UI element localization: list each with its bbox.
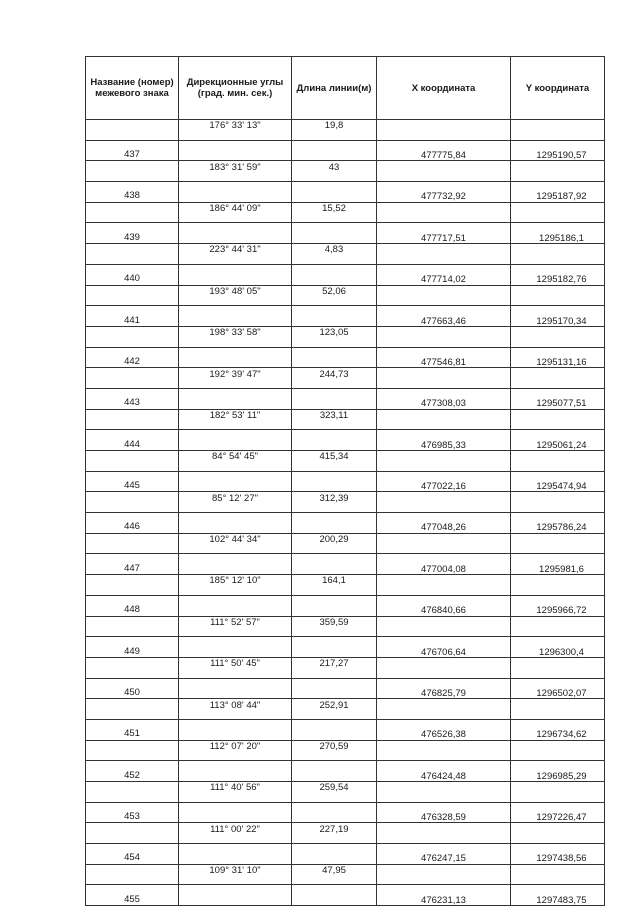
line-length-cell: 15,52 (292, 198, 377, 219)
direction-angle-cell: 198° 33' 58" (179, 322, 292, 343)
line-length-cell: 43 (292, 157, 377, 178)
x-coordinate-cell: 476424,48 (377, 766, 511, 787)
mark-number-cell: 446 (86, 517, 179, 538)
x-coordinate-cell: 476985,33 (377, 435, 511, 456)
mark-number-cell: 438 (86, 186, 179, 207)
x-coordinate-cell: 477048,26 (377, 518, 511, 539)
mark-number-cell: 455 (86, 889, 179, 910)
header-line-length: Длина линии(м) (292, 57, 377, 120)
empty-cell (292, 885, 377, 906)
direction-angle-cell: 111° 52' 57" (179, 612, 292, 633)
header-direction-angles: Дирекционные углы (град. мин. сек.) (179, 57, 292, 120)
line-length-cell: 217,27 (292, 653, 377, 674)
line-length-cell: 200,29 (292, 529, 377, 550)
mark-number-cell: 451 (86, 723, 179, 744)
boundary-coordinates-table (85, 56, 605, 906)
direction-angle-cell: 186° 44' 09" (179, 198, 292, 219)
line-length-cell: 19,8 (292, 116, 377, 137)
segment-row (86, 120, 605, 141)
direction-angle-cell: 85° 12' 27" (179, 488, 292, 509)
header-mark-name: Название (номер) межевого знака (86, 57, 179, 120)
x-coordinate-cell: 477775,84 (377, 145, 511, 166)
direction-angle-cell: 113° 08' 44" (179, 695, 292, 716)
line-length-cell: 164,1 (292, 571, 377, 592)
x-coordinate-cell: 476825,79 (377, 683, 511, 704)
empty-cell (377, 120, 511, 141)
mark-number-cell: 452 (86, 765, 179, 786)
point-row (86, 885, 605, 906)
line-length-cell: 359,59 (292, 612, 377, 633)
line-length-cell: 259,54 (292, 778, 377, 799)
x-coordinate-cell: 476247,15 (377, 849, 511, 870)
mark-number-cell: 448 (86, 599, 179, 620)
line-length-cell: 52,06 (292, 281, 377, 302)
y-coordinate-cell: 1295966,72 (511, 600, 605, 621)
empty-cell (179, 885, 292, 906)
y-coordinate-cell: 1296985,29 (511, 766, 605, 787)
direction-angle-cell: 111° 50' 45" (179, 653, 292, 674)
table-header (86, 57, 605, 120)
line-length-cell: 244,73 (292, 364, 377, 385)
mark-number-cell: 454 (86, 848, 179, 869)
direction-angle-cell: 193° 48' 05" (179, 281, 292, 302)
line-length-cell: 227,19 (292, 819, 377, 840)
direction-angle-cell: 109° 31' 10" (179, 860, 292, 881)
header-y-coordinate: Y координата (511, 57, 605, 120)
x-coordinate-cell: 477022,16 (377, 476, 511, 497)
mark-number-cell: 443 (86, 392, 179, 413)
mark-number-cell: 439 (86, 227, 179, 248)
y-coordinate-cell: 1296300,4 (511, 642, 605, 663)
direction-angle-cell: 183° 31' 59" (179, 157, 292, 178)
direction-angle-cell: 84° 54' 45" (179, 447, 292, 468)
line-length-cell: 323,11 (292, 405, 377, 426)
header-x-coordinate: X координата (377, 57, 511, 120)
y-coordinate-cell: 1296734,62 (511, 724, 605, 745)
direction-angle-cell: 112° 07' 20" (179, 736, 292, 757)
direction-angle-cell: 111° 00' 22" (179, 819, 292, 840)
empty-cell (511, 120, 605, 141)
direction-angle-cell: 223° 44' 31" (179, 240, 292, 261)
y-coordinate-cell: 1295786,24 (511, 518, 605, 539)
mark-number-cell: 437 (86, 144, 179, 165)
x-coordinate-cell: 476328,59 (377, 807, 511, 828)
y-coordinate-cell: 1295182,76 (511, 269, 605, 290)
y-coordinate-cell: 1295077,51 (511, 393, 605, 414)
direction-angle-cell: 111° 40' 56" (179, 778, 292, 799)
table-body (86, 120, 605, 906)
direction-angle-cell: 182° 53' 11" (179, 405, 292, 426)
y-coordinate-cell: 1295190,57 (511, 145, 605, 166)
x-coordinate-cell: 476526,38 (377, 724, 511, 745)
line-length-cell: 415,34 (292, 447, 377, 468)
line-length-cell: 270,59 (292, 736, 377, 757)
y-coordinate-cell: 1295474,94 (511, 476, 605, 497)
line-length-cell: 123,05 (292, 322, 377, 343)
line-length-cell: 312,39 (292, 488, 377, 509)
line-length-cell: 47,95 (292, 860, 377, 881)
y-coordinate-cell: 1297438,56 (511, 849, 605, 870)
mark-number-cell: 453 (86, 806, 179, 827)
direction-angle-cell: 102° 44' 34" (179, 529, 292, 550)
header-row (86, 57, 605, 120)
y-coordinate-cell: 1295061,24 (511, 435, 605, 456)
mark-number-cell: 447 (86, 558, 179, 579)
y-coordinate-cell: 1295170,34 (511, 311, 605, 332)
y-coordinate-cell: 1295187,92 (511, 187, 605, 208)
y-coordinate-cell: 1297483,75 (511, 890, 605, 911)
x-coordinate-cell: 476706,64 (377, 642, 511, 663)
x-coordinate-cell: 476231,13 (377, 890, 511, 911)
direction-angle-cell: 176° 33' 13" (179, 116, 292, 137)
y-coordinate-cell: 1296502,07 (511, 683, 605, 704)
x-coordinate-cell: 477308,03 (377, 393, 511, 414)
x-coordinate-cell: 477714,02 (377, 269, 511, 290)
coordinates-sheet (85, 56, 604, 906)
mark-number-cell: 442 (86, 351, 179, 372)
direction-angle-cell: 192° 39' 47" (179, 364, 292, 385)
y-coordinate-cell: 1295131,16 (511, 352, 605, 373)
line-length-cell: 4,83 (292, 240, 377, 261)
empty-cell (86, 120, 179, 141)
y-coordinate-cell: 1297226,47 (511, 807, 605, 828)
x-coordinate-cell: 477546,81 (377, 352, 511, 373)
mark-number-cell: 445 (86, 475, 179, 496)
y-coordinate-cell: 1295981,6 (511, 559, 605, 580)
x-coordinate-cell: 477732,92 (377, 187, 511, 208)
x-coordinate-cell: 477004,08 (377, 559, 511, 580)
x-coordinate-cell: 477717,51 (377, 228, 511, 249)
y-coordinate-cell: 1295186,1 (511, 228, 605, 249)
mark-number-cell: 449 (86, 641, 179, 662)
mark-number-cell: 450 (86, 682, 179, 703)
x-coordinate-cell: 476840,66 (377, 600, 511, 621)
x-coordinate-cell: 477663,46 (377, 311, 511, 332)
direction-angle-cell: 185° 12' 10" (179, 571, 292, 592)
mark-number-cell: 444 (86, 434, 179, 455)
mark-number-cell: 441 (86, 310, 179, 331)
mark-number-cell: 440 (86, 268, 179, 289)
line-length-cell: 252,91 (292, 695, 377, 716)
